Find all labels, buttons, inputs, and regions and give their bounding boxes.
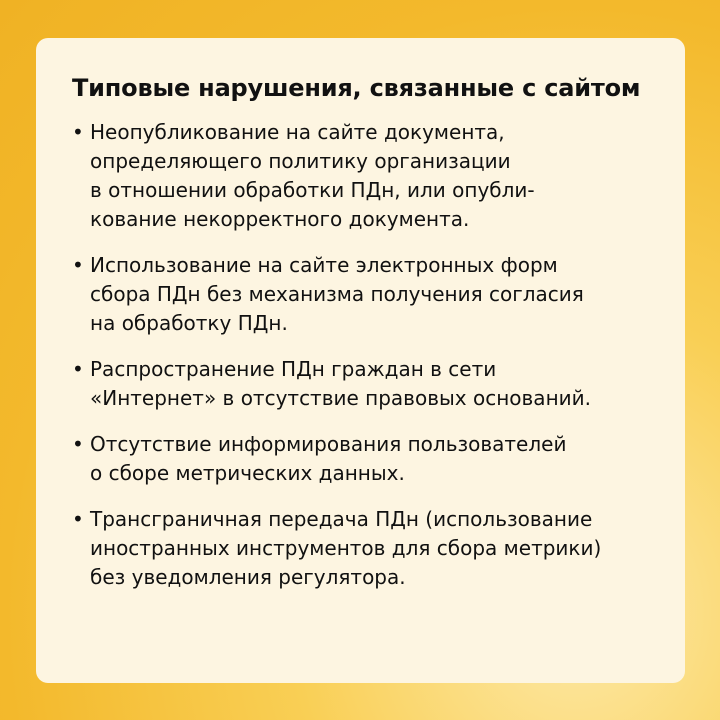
item-text-line: сбора ПДн без механизма получения согласия [90,282,584,306]
item-text-line: кование некорректного документа. [90,207,470,231]
item-text-line: Использование на сайте электронных форм [90,253,558,277]
item-text-line: без уведомления регулятора. [90,565,406,589]
item-text-line: Трансграничная передача ПДн (использование [90,507,593,531]
bullet-icon: • [72,253,84,277]
item-text-line: «Интернет» в отсутствие правовых оснований. [90,386,591,410]
item-text-line: в отношении обработки ПДн, или опубли- [90,178,535,202]
violations-list [72,118,661,592]
bullet-icon: • [72,507,84,531]
item-text-line: на обработку ПДн. [90,311,288,335]
bullet-icon: • [72,120,84,144]
list-item [72,355,661,413]
item-text-line: иностранных инструментов для сбора метрики) [90,536,602,560]
list-item [72,430,661,488]
item-text-line: Отсутствие информирования пользователей [90,432,567,456]
item-text-line: Неопубликование на сайте документа, [90,120,505,144]
bullet-icon: • [72,357,84,381]
list-item [72,118,661,234]
card-title: Типовые нарушения, связанные с сайтом [72,74,641,102]
bullet-icon: • [72,432,84,456]
item-text-line: определяющего политику организации [90,149,511,173]
item-text-line: о сборе метрических данных. [90,461,405,485]
list-item [72,505,661,592]
item-text-line: Распространение ПДн граждан в сети [90,357,497,381]
info-card [36,38,685,683]
list-item [72,251,661,338]
